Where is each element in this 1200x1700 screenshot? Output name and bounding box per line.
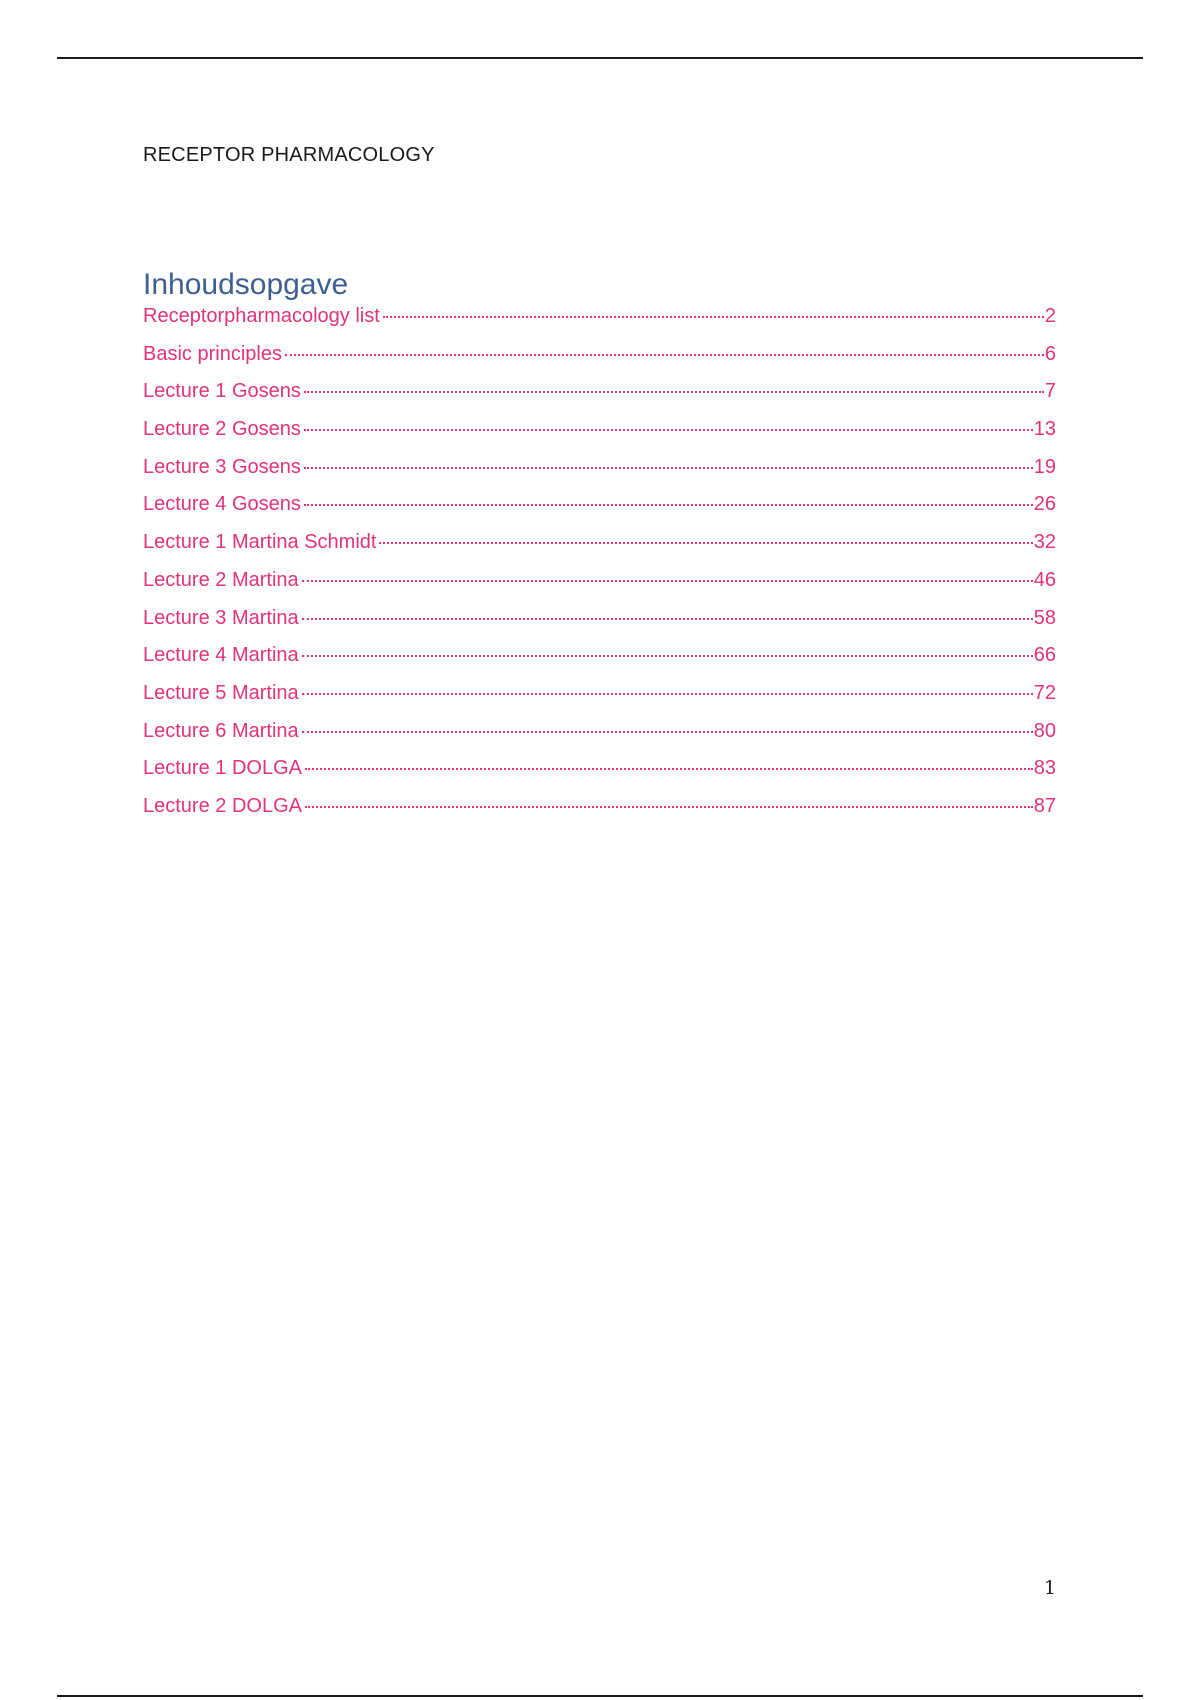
toc-dot-leader	[305, 806, 1033, 808]
toc-entry[interactable]	[143, 456, 1056, 494]
toc-entry[interactable]	[143, 644, 1056, 682]
toc-entry-page: 87	[1033, 794, 1056, 817]
toc-heading: Inhoudsopgave	[143, 268, 349, 301]
toc-entry-label: Lecture 2 Gosens	[143, 418, 301, 441]
toc-entry-label: Lecture 2 DOLGA	[143, 794, 302, 817]
toc-entry-label: Lecture 3 Gosens	[143, 455, 301, 478]
toc-dot-leader	[302, 693, 1033, 695]
toc-entry[interactable]	[143, 305, 1056, 343]
toc-dot-leader	[383, 316, 1044, 318]
toc-entry-page: 6	[1044, 342, 1056, 365]
toc-entry-page: 72	[1033, 681, 1056, 704]
toc-dot-leader	[302, 731, 1033, 733]
toc-entry-page: 58	[1033, 606, 1056, 629]
toc-entry[interactable]	[143, 493, 1056, 531]
page-bottom-rule	[57, 1695, 1143, 1697]
toc-entry[interactable]	[143, 795, 1056, 833]
toc-entry-page: 19	[1033, 455, 1056, 478]
toc-entry-page: 66	[1033, 644, 1056, 667]
toc-entry[interactable]	[143, 380, 1056, 418]
toc-entry-label: Lecture 5 Martina	[143, 681, 299, 704]
toc-entry[interactable]	[143, 569, 1056, 607]
toc-entry-label: Basic principles	[143, 342, 282, 365]
toc-dot-leader	[304, 391, 1044, 393]
toc-entry-label: Receptorpharmacology list	[143, 305, 380, 327]
page-number: 1	[1043, 1577, 1056, 1599]
toc-entry[interactable]	[143, 720, 1056, 758]
toc-entry-page: 2	[1044, 305, 1056, 327]
toc-entry-label: Lecture 3 Martina	[143, 606, 299, 629]
toc-dot-leader	[305, 768, 1033, 770]
toc-dot-leader	[302, 655, 1033, 657]
toc-entry-label: Lecture 4 Martina	[143, 644, 299, 667]
toc-dot-leader	[379, 542, 1032, 544]
toc-entry[interactable]	[143, 343, 1056, 381]
toc-entry-page: 7	[1044, 380, 1056, 403]
toc-dot-leader	[285, 354, 1044, 356]
document-title: RECEPTOR PHARMACOLOGY	[143, 144, 435, 166]
toc-entry-label: Lecture 6 Martina	[143, 719, 299, 742]
toc-entry[interactable]	[143, 418, 1056, 456]
toc-entry[interactable]	[143, 682, 1056, 720]
toc-entry-label: Lecture 1 Martina Schmidt	[143, 531, 377, 554]
toc-entry-label: Lecture 2 Martina	[143, 568, 299, 591]
toc-entry-page: 13	[1033, 418, 1056, 441]
toc-dot-leader	[302, 618, 1033, 620]
toc-dot-leader	[304, 467, 1033, 469]
toc-entry-page: 80	[1033, 719, 1056, 742]
page-top-rule	[57, 57, 1143, 59]
toc-entry-page: 32	[1033, 531, 1056, 554]
toc-entry[interactable]	[143, 607, 1056, 645]
toc-dot-leader	[304, 504, 1033, 506]
toc-dot-leader	[304, 429, 1033, 431]
toc-entry[interactable]	[143, 757, 1056, 795]
toc-dot-leader	[302, 580, 1033, 582]
table-of-contents	[143, 305, 1056, 833]
toc-entry-page: 46	[1033, 568, 1056, 591]
toc-entry-label: Lecture 1 Gosens	[143, 380, 301, 403]
toc-entry-page: 83	[1033, 757, 1056, 780]
toc-entry[interactable]	[143, 531, 1056, 569]
toc-entry-page: 26	[1033, 493, 1056, 516]
toc-entry-label: Lecture 1 DOLGA	[143, 757, 302, 780]
toc-entry-label: Lecture 4 Gosens	[143, 493, 301, 516]
